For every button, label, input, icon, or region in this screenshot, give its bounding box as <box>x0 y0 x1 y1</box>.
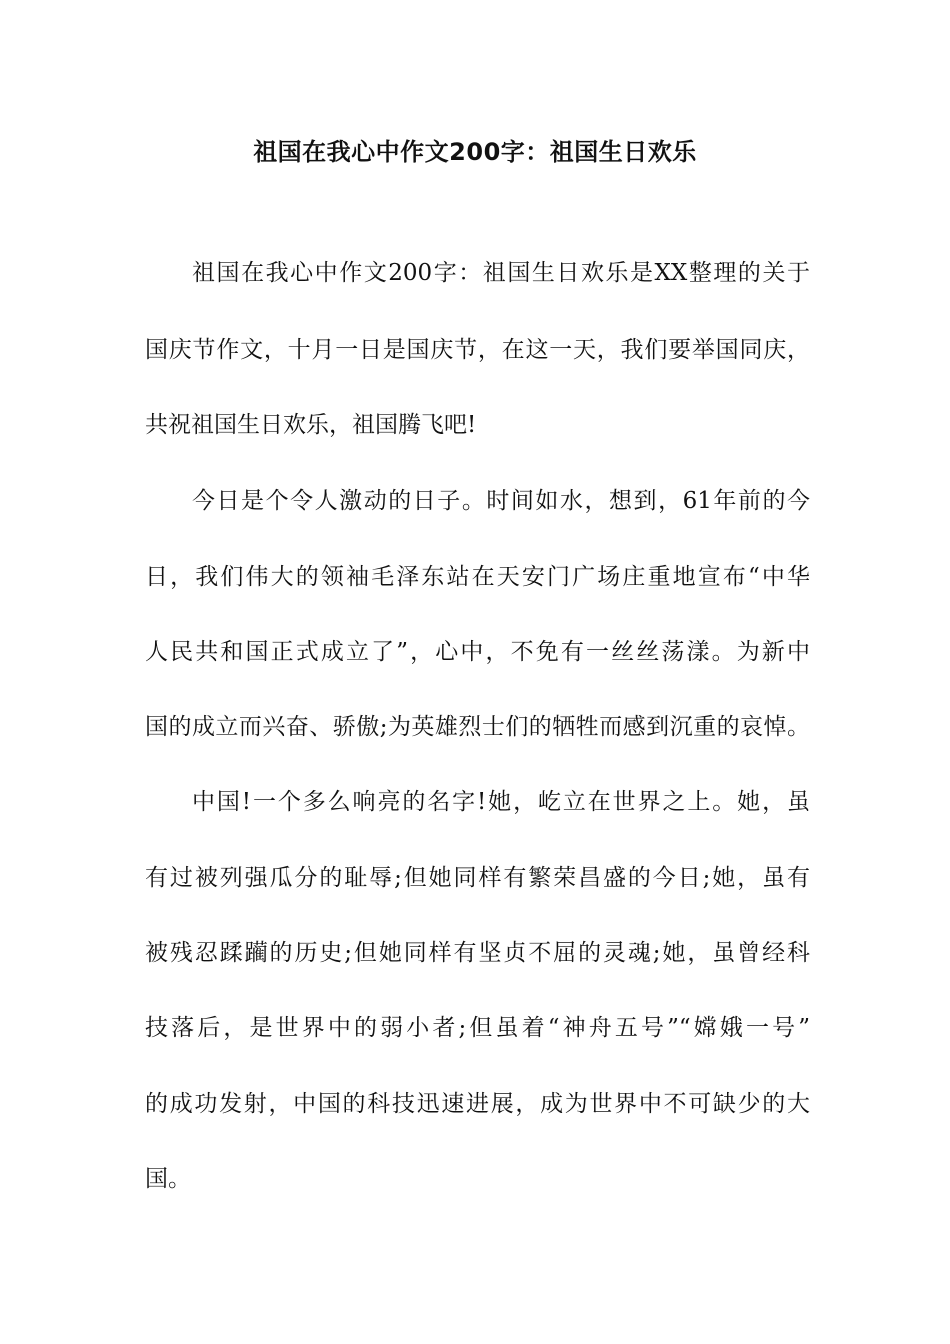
paragraph-1-line-2: 国庆节作文，十月一日是国庆节，在这一天，我们要举国同庆， <box>145 337 810 363</box>
paragraph-2-line-2: 日，我们伟大的领袖毛泽东站在天安门广场庄重地宣布“中华 <box>145 564 810 590</box>
paragraph-3-line-5: 的成功发射，中国的科技迅速进展，成为世界中不可缺少的大 <box>145 1091 810 1117</box>
paragraph-3-line-1: 中国!一个多么响亮的名字!她，屹立在世界之上。她，虽 <box>192 789 810 815</box>
paragraph-1-line-3: 共祝祖国生日欢乐，祖国腾飞吧! <box>145 412 477 438</box>
paragraph-3-line-3: 被残忍蹂躏的历史;但她同样有坚贞不屈的灵魂;她，虽曾经科 <box>145 940 810 966</box>
document-title: 祖国在我心中作文200字：祖国生日欢乐 <box>253 138 697 166</box>
paragraph-3-line-2: 有过被列强瓜分的耻辱;但她同样有繁荣昌盛的今日;她，虽有 <box>145 865 810 891</box>
paragraph-3-line-4: 技落后，是世界中的弱小者;但虽着“神舟五号”“嫦娥一号” <box>145 1015 810 1041</box>
paragraph-2-line-1: 今日是个令人激动的日子。时间如水，想到，61年前的今 <box>192 488 810 514</box>
paragraph-2-line-4: 国的成立而兴奋、骄傲;为英雄烈士们的牺牲而感到沉重的哀悼。 <box>145 714 810 740</box>
paragraph-1-line-1: 祖国在我心中作文200字：祖国生日欢乐是XX整理的关于 <box>192 260 810 286</box>
paragraph-3-line-6: 国。 <box>145 1166 191 1192</box>
paragraph-2-line-3: 人民共和国正式成立了”，心中，不免有一丝丝荡漾。为新中 <box>145 639 810 665</box>
